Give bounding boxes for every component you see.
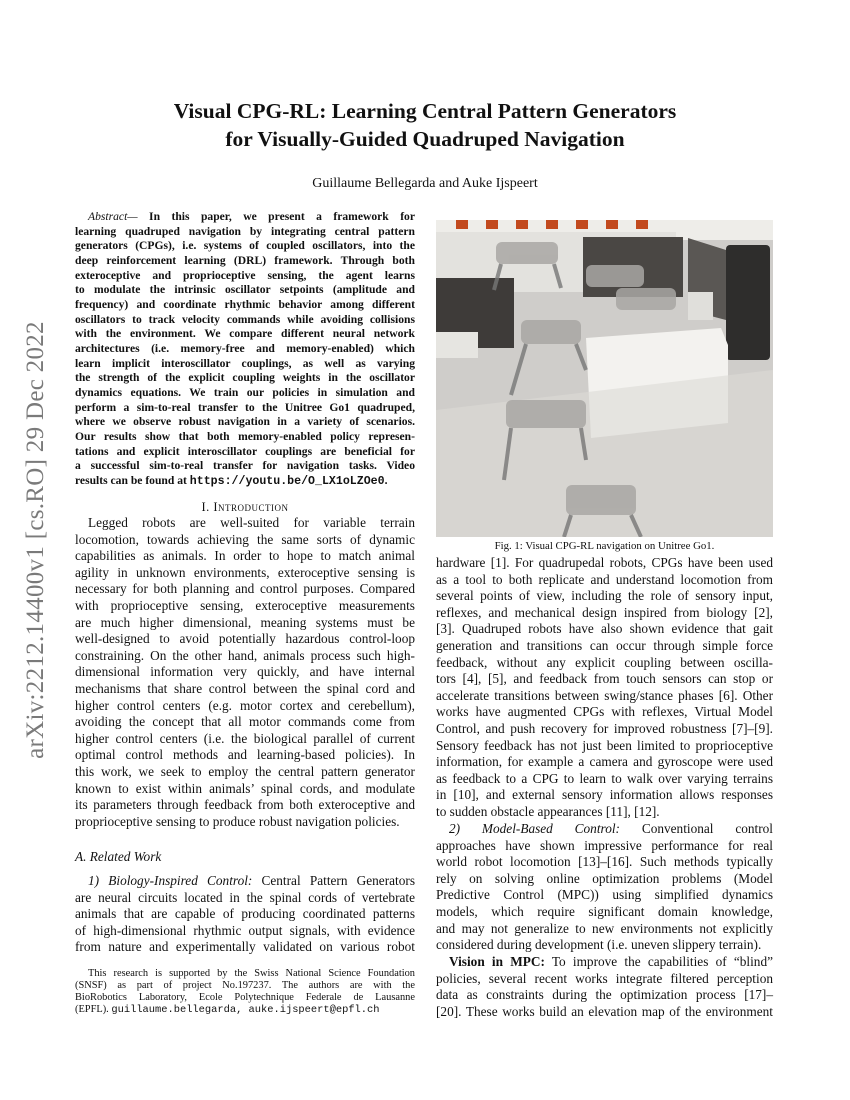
text-line bbox=[75, 269, 415, 284]
line-text: locomotion, towards achieving the same sorts of dynamic bbox=[75, 531, 415, 547]
text-line bbox=[75, 731, 415, 748]
text-line bbox=[436, 904, 773, 921]
text-line bbox=[75, 225, 415, 240]
line-text: tors [4], [5], and feedback from touch sensors can stop or bbox=[436, 671, 773, 687]
line-text: reflexes, and mechanical design inspired from biology [2], bbox=[436, 604, 773, 620]
line-text: animals that are capable of producing coordinated patterns bbox=[75, 906, 415, 922]
text-line bbox=[436, 821, 773, 838]
monospace-text: https://youtu.be/O_LX1oLZOe0 bbox=[189, 475, 385, 489]
line-text: rely on solving online optimization problems (Model bbox=[436, 870, 773, 886]
line-text: Central Pattern Generators bbox=[252, 873, 415, 888]
line-text: learn implicit interoscillator couplings, as well as varying bbox=[75, 356, 415, 370]
text-line bbox=[75, 980, 415, 992]
model-based-paragraph bbox=[436, 821, 773, 954]
footnote bbox=[75, 968, 415, 1016]
text-line bbox=[75, 342, 415, 357]
text-line bbox=[75, 698, 415, 715]
text-line bbox=[75, 254, 415, 269]
line-text: results can be found at bbox=[75, 474, 190, 488]
text-line bbox=[436, 638, 773, 655]
line-text: frequency) and coordinate rhythmic behavior among different bbox=[75, 298, 415, 312]
line-text: of high-dimensional rhythmic output signals, with evidence bbox=[75, 922, 415, 938]
line-text: with proprioceptive sensing, exteroceptive measurements bbox=[75, 597, 415, 613]
text-line bbox=[75, 371, 415, 386]
text-line bbox=[75, 415, 415, 430]
section-heading-introduction bbox=[75, 500, 415, 515]
line-text: models, which require significant domain knowledge, bbox=[436, 903, 773, 919]
text-line bbox=[75, 239, 415, 254]
line-text: deep reinforcement learning (DRL) framework. Through both bbox=[75, 254, 415, 268]
line-text: policies, several recent works integrate filtered perception bbox=[436, 970, 773, 986]
text-line bbox=[436, 937, 773, 954]
text-line bbox=[75, 939, 415, 956]
text-line bbox=[436, 838, 773, 855]
line-end: . bbox=[384, 474, 388, 488]
line-text: necessary for both planning and control purposes. Compared bbox=[75, 581, 415, 597]
italic-lead: Abstract— bbox=[88, 210, 138, 223]
line-text: well-designed to avoid potentially hazardous control-loop bbox=[75, 631, 415, 647]
text-line bbox=[75, 386, 415, 401]
line-text: as feedback to a CPG to learn to walk over varying terrains bbox=[436, 770, 773, 786]
text-line bbox=[75, 313, 415, 328]
line-text: [3]. Quadruped robots have also shown evidence that gait bbox=[436, 621, 773, 637]
line-text: learning quadruped navigation by integrating central pattern bbox=[75, 224, 415, 238]
text-line bbox=[75, 648, 415, 665]
figure-robot-photo bbox=[436, 220, 773, 537]
biology-inspired-paragraph bbox=[75, 873, 415, 956]
text-line bbox=[75, 968, 415, 980]
line-text: proprioceptive sensing to produce robust navigation policies. bbox=[75, 813, 400, 829]
line-text: hardware [1]. For quadrupedal robots, CPGs have been used bbox=[436, 555, 773, 570]
text-line bbox=[75, 781, 415, 798]
line-text: Sensory feedback has not just been limited to proprioceptive bbox=[436, 737, 773, 753]
text-line bbox=[75, 357, 415, 372]
text-line bbox=[436, 738, 773, 755]
line-text: as a tool to both replicate and understand locomotion from bbox=[436, 571, 773, 587]
line-text: considered during development (i.e. uneven slippery terrain). bbox=[436, 937, 762, 953]
text-line bbox=[75, 283, 415, 298]
line-text: Legged robots are well-suited for variable terrain bbox=[88, 515, 415, 530]
line-text: this work, we seek to employ the central pattern generator bbox=[75, 763, 415, 779]
line-text: accelerate transitions between swing/stance phases [6]. Other bbox=[436, 687, 773, 703]
text-line bbox=[75, 598, 415, 615]
line-text: mechanisms that share control between the spinal cord and bbox=[75, 680, 415, 696]
line-text: perform a sim-to-real transfer to the Unitree Go1 quadruped, bbox=[75, 400, 415, 414]
line-text: architectures (i.e. memory-free and memory-enabled) which bbox=[75, 342, 415, 356]
text-line bbox=[436, 804, 773, 821]
text-line bbox=[436, 704, 773, 721]
text-line bbox=[436, 688, 773, 705]
italic-lead: 1) Biology-Inspired Control: bbox=[88, 873, 253, 888]
text-line bbox=[75, 532, 415, 549]
text-line bbox=[75, 873, 415, 890]
line-text: to modulate the intrinsic oscillator setpoints (amplitude and bbox=[75, 283, 415, 297]
text-line bbox=[436, 871, 773, 888]
text-line bbox=[75, 664, 415, 681]
line-text: This research is supported by the Swiss National Science Foundation bbox=[88, 968, 415, 979]
text-line bbox=[75, 459, 415, 474]
line-text: To improve the capabilities of “blind” bbox=[544, 954, 773, 969]
arxiv-identifier: arXiv:2212.14400v1 [cs.RO] 29 Dec 2022 bbox=[22, 321, 49, 759]
italic-lead: 2) Model-Based Control: bbox=[449, 821, 620, 836]
line-text: its parameters through feedback from both exteroceptive and bbox=[75, 797, 415, 813]
title-line-1: Visual CPG-RL: Learning Central Pattern Generators bbox=[173, 99, 677, 123]
line-text: feedback, without any explicit coupling between oscilla- bbox=[436, 654, 773, 670]
line-text: are neural circuits located in the spinal cords of vertebrate bbox=[75, 889, 415, 905]
text-line bbox=[75, 581, 415, 598]
text-line bbox=[75, 890, 415, 907]
text-line bbox=[75, 515, 415, 532]
paper-title bbox=[0, 97, 850, 153]
line-text: avoiding the concept that all motor commands come from bbox=[75, 714, 415, 730]
line-text: Our results show that both memory-enabled policy represen- bbox=[75, 430, 415, 444]
text-line bbox=[436, 854, 773, 871]
text-line bbox=[75, 565, 415, 582]
text-line bbox=[75, 474, 415, 490]
text-line bbox=[436, 572, 773, 589]
monospace-text: guillaume.bellegarda, auke.ijspeert@epfl.ch bbox=[111, 1004, 380, 1016]
text-line bbox=[75, 298, 415, 313]
text-line bbox=[436, 987, 773, 1004]
line-text: higher control centers (e.g. motor cortex and cerebellum), bbox=[75, 697, 415, 713]
text-line bbox=[75, 548, 415, 565]
line-text: from nature and experimentally validated on various robot bbox=[75, 939, 415, 955]
line-text: exteroceptive and proprioceptive sensing, the agent learns bbox=[75, 268, 415, 282]
cpg-hardware-paragraph bbox=[436, 555, 773, 821]
text-line bbox=[75, 797, 415, 814]
line-text: higher control centers (i.e. the biological parallel of current bbox=[75, 730, 415, 746]
text-line bbox=[75, 1004, 415, 1016]
line-text: information, for example a camera and gyroscope were used bbox=[436, 754, 773, 770]
text-line bbox=[75, 906, 415, 923]
line-text: (SNSF) as part of project No.197237. The authors are with the bbox=[75, 980, 415, 991]
vision-mpc-paragraph bbox=[436, 954, 773, 1020]
introduction-paragraph bbox=[75, 515, 415, 830]
text-line bbox=[75, 445, 415, 460]
line-text: known to exist within animals’ spinal cords, and modulate bbox=[75, 780, 415, 796]
text-line bbox=[75, 764, 415, 781]
text-line bbox=[75, 923, 415, 940]
line-text: with the environment. We compare different neural network bbox=[75, 327, 415, 341]
abstract bbox=[75, 210, 415, 490]
text-line bbox=[75, 631, 415, 648]
text-line bbox=[75, 814, 415, 831]
line-text: world robot locomotion [13]–[16]. Such methods typically bbox=[436, 854, 773, 870]
line-text: in [10], and external sensory information allows responses bbox=[436, 787, 773, 803]
line-text: tations and explicit interoscillator couplings are beneficial for bbox=[75, 444, 415, 458]
line-text: generation and transitions can occur through simple force bbox=[436, 637, 773, 653]
text-line bbox=[436, 887, 773, 904]
text-line bbox=[75, 401, 415, 416]
line-text: dimensional information very quickly, and have internal bbox=[75, 664, 415, 680]
heading-text: I. Introduction bbox=[201, 500, 289, 514]
line-text: are much higher dimensional, meaning systems must be bbox=[75, 614, 415, 630]
text-line bbox=[436, 787, 773, 804]
suitcase bbox=[726, 245, 770, 360]
text-line bbox=[75, 327, 415, 342]
line-text: to sudden obstacle appearances [11], [12]. bbox=[436, 803, 660, 819]
line-text: In this paper, we present a framework for bbox=[137, 210, 415, 223]
text-line bbox=[436, 621, 773, 638]
line-text: and may not generalize to new environments not explicitly bbox=[436, 920, 773, 936]
small-block-2 bbox=[688, 292, 713, 320]
text-line bbox=[75, 992, 415, 1004]
line-text: Predictive Control (MPC)) using simplified dynamics bbox=[436, 887, 773, 903]
text-line bbox=[75, 681, 415, 698]
text-line bbox=[436, 754, 773, 771]
authors: Guillaume Bellegarda and Auke Ijspeert bbox=[312, 176, 538, 191]
text-line bbox=[75, 714, 415, 731]
line-text: dynamics equations. We train our policies in simulation and bbox=[75, 386, 415, 400]
text-line bbox=[436, 771, 773, 788]
line-text: BioRobotics Laboratory, Ecole Polytechnique Federale de Lausanne bbox=[75, 992, 415, 1003]
text-line bbox=[436, 588, 773, 605]
line-text: capabilities as animals. In order to hope to match animal bbox=[75, 548, 415, 564]
line-text: approaches have shown impressive performance for real bbox=[436, 837, 773, 853]
line-text: the strength of the explicit coupling weights in the oscillator bbox=[75, 371, 415, 385]
text-line bbox=[436, 605, 773, 622]
text-line bbox=[75, 747, 415, 764]
line-text: constraining. On the other hand, animals process such high- bbox=[75, 647, 415, 663]
text-line bbox=[436, 921, 773, 938]
line-text: several points of view, including the role of sensory input, bbox=[436, 588, 773, 604]
text-line bbox=[436, 671, 773, 688]
line-text: Conventional control bbox=[619, 821, 773, 836]
text-line bbox=[436, 954, 773, 971]
line-text: oscillators to track velocity commands while avoiding collisions bbox=[75, 312, 415, 326]
line-text: optimal control methods and learning-based policies). In bbox=[75, 747, 415, 763]
title-line-2: for Visually-Guided Quadruped Navigation bbox=[225, 127, 625, 151]
text-line bbox=[75, 210, 415, 225]
line-text: [20]. These works build an elevation map of the environment bbox=[436, 1003, 773, 1019]
bold-lead: Vision in MPC: bbox=[449, 954, 545, 969]
text-line bbox=[436, 655, 773, 672]
figure-caption: Fig. 1: Visual CPG-RL navigation on Unitree Go1. bbox=[494, 540, 715, 552]
line-text: (EPFL). bbox=[75, 1004, 112, 1015]
subsection-heading-related-work: A. Related Work bbox=[75, 849, 162, 864]
text-line bbox=[436, 971, 773, 988]
text-line bbox=[436, 555, 773, 572]
line-text: data as constraints during the optimization process [17]– bbox=[436, 987, 773, 1003]
line-text: generators (CPGs), i.e. systems of coupled oscillators, into the bbox=[75, 239, 415, 253]
line-text: a successful sim-to-real transfer for navigation tasks. Video bbox=[75, 459, 415, 473]
line-text: Control, and push recovery for improved robustness [7]–[9]. bbox=[436, 720, 773, 736]
text-line bbox=[75, 430, 415, 445]
line-text: works have augmented CPGs with reflexes, Virtual Model bbox=[436, 704, 773, 720]
text-line bbox=[75, 615, 415, 632]
small-block bbox=[436, 332, 478, 358]
line-text: where we observe robust navigation in a variety of scenarios. bbox=[75, 415, 415, 429]
text-line bbox=[436, 721, 773, 738]
line-text: agility in unknown environments, exteroceptive sensing is bbox=[75, 564, 415, 580]
text-line bbox=[436, 1004, 773, 1021]
